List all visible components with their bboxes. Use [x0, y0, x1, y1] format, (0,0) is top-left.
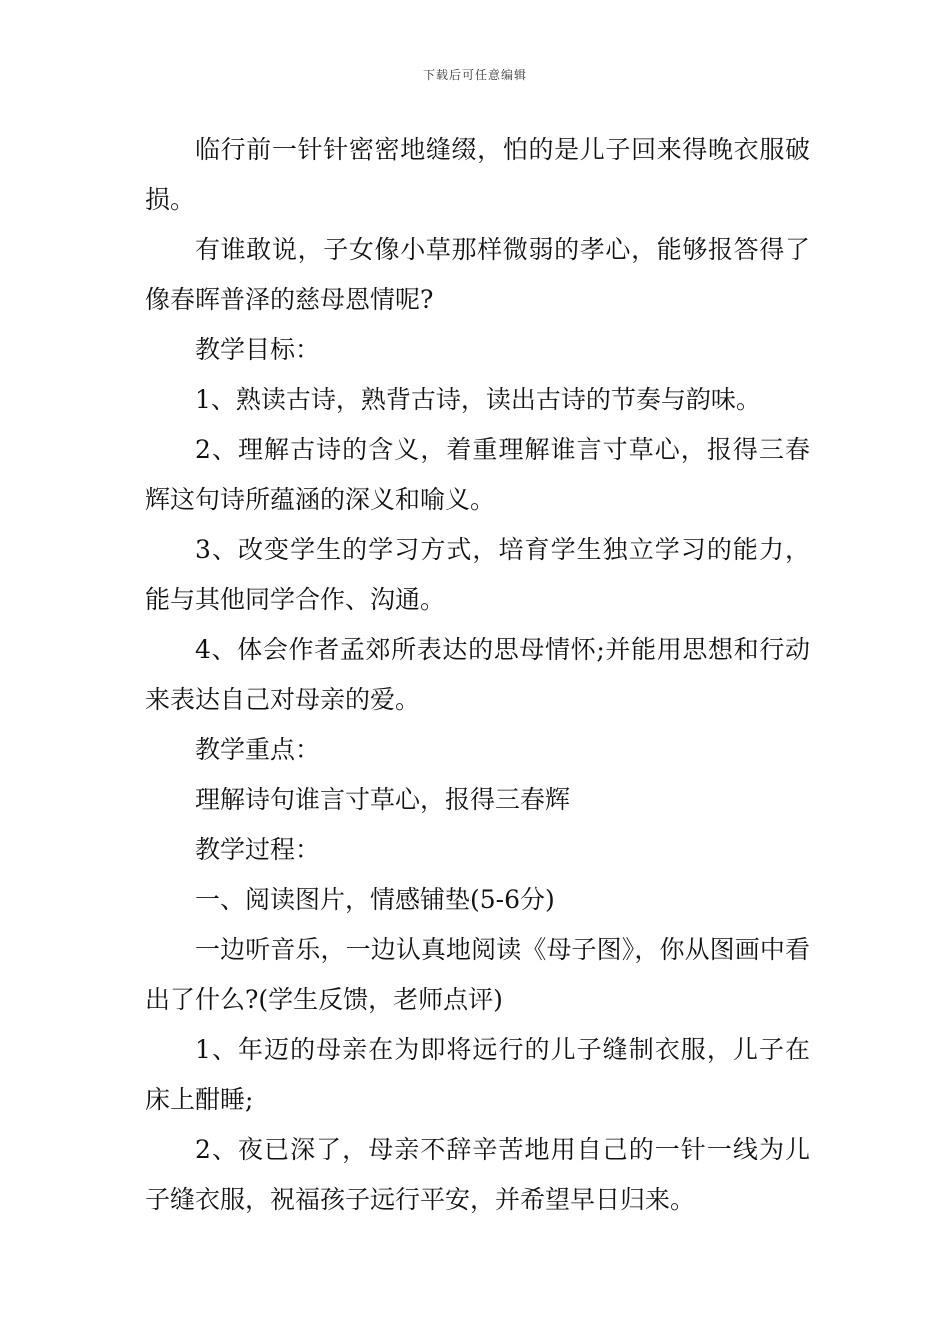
section-heading-key-point: 教学重点：	[195, 735, 321, 764]
section-heading-objectives: 教学目标：	[195, 335, 321, 364]
observation-2: 2、夜已深了，母亲不辞辛苦地用自己的一针一线为儿子缝衣服，祝福孩子远行平安，并希望早日归来。	[145, 1135, 810, 1214]
page-header: 下载后可任意编辑	[422, 68, 527, 82]
observation-1: 1、年迈的母亲在为即将远行的儿子缝制衣服，儿子在床上酣睡;	[145, 1035, 810, 1114]
key-point-text: 理解诗句谁言寸草心，报得三春辉	[195, 785, 571, 814]
document-body	[145, 125, 810, 1225]
objective-4: 4、体会作者孟郊所表达的思母情怀;并能用思想和行动来表达自己对母亲的爱。	[145, 635, 810, 714]
section-heading-process: 教学过程：	[195, 835, 321, 864]
objective-2: 2、理解古诗的含义，着重理解谁言寸草心，报得三春辉这句诗所蕴涵的深义和喻义。	[145, 435, 810, 514]
objective-1: 1、熟读古诗，熟背古诗，读出古诗的节奏与韵味。	[195, 385, 761, 414]
process-step-1-heading: 一、阅读图片，情感铺垫(5-6分)	[195, 885, 555, 914]
process-step-1-text: 一边听音乐，一边认真地阅读《母子图》，你从图画中看出了什么?(学生反馈，老师点评)	[145, 935, 810, 1014]
paragraph-2: 有谁敢说，子女像小草那样微弱的孝心，能够报答得了像春晖普泽的慈母恩情呢?	[145, 235, 810, 314]
objective-3: 3、改变学生的学习方式，培育学生独立学习的能力，能与其他同学合作、沟通。	[145, 535, 810, 614]
paragraph-1: 临行前一针针密密地缝缀，怕的是儿子回来得晚衣服破损。	[145, 135, 810, 214]
